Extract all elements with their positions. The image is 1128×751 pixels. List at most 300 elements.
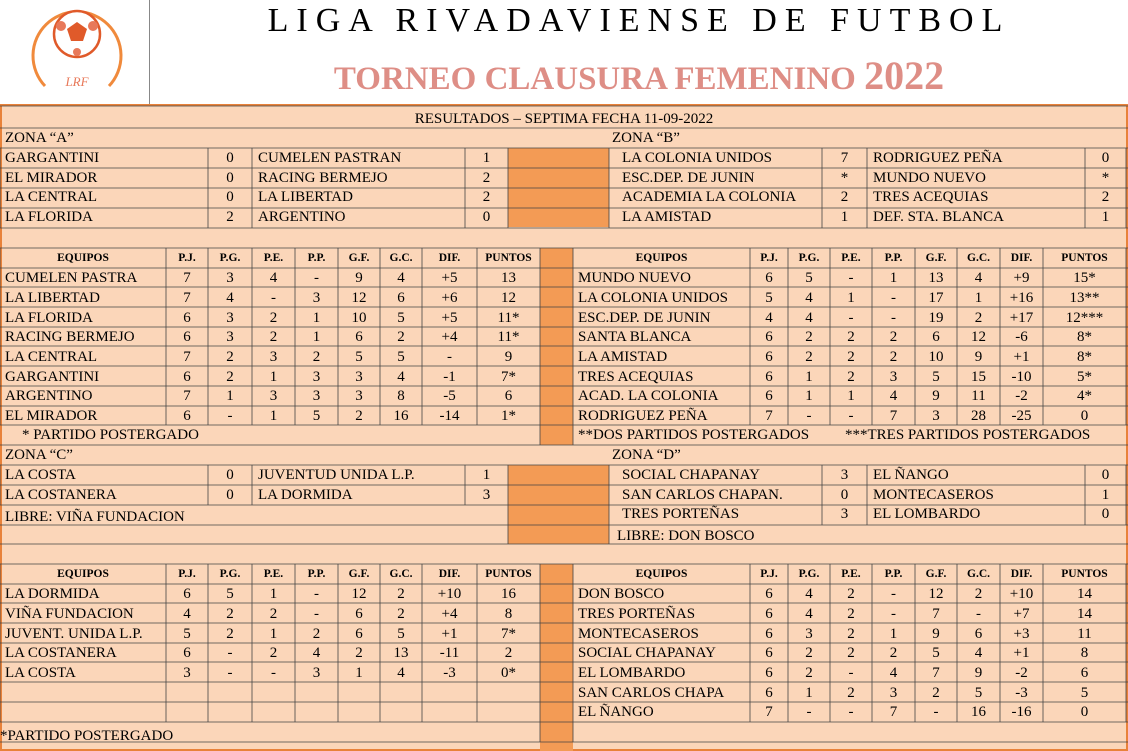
result-home-team: LA CENTRAL xyxy=(5,189,98,206)
standings-cell: 2 xyxy=(805,329,813,346)
standings-cell: 8 xyxy=(504,605,513,622)
standings-cell: +7 xyxy=(1013,605,1030,622)
standings-cell: 1 xyxy=(805,368,813,385)
standings-cell: 2 xyxy=(226,625,234,642)
separator-block-standings-bottom xyxy=(540,564,573,751)
standings-cell: 1 xyxy=(847,388,855,405)
standings-cell: -3 xyxy=(443,665,456,681)
result-home-team: LA COSTA xyxy=(5,467,76,483)
results-title: RESULTADOS – SEPTIMA FECHA 11-09-2022 xyxy=(414,111,714,127)
standings-cell: 3 xyxy=(269,388,278,405)
standings-cell: 16 xyxy=(971,704,986,721)
standings-team-name: EL LOMBARDO xyxy=(578,665,686,681)
column-header: G.C. xyxy=(967,568,990,580)
standings-team-name: TRES ACEQUIAS xyxy=(578,368,694,385)
standings-cell: 14 xyxy=(1077,586,1092,603)
standings-cell: -25 xyxy=(1011,408,1032,425)
result-away-team: LA LIBERTAD xyxy=(258,189,353,206)
standings-cell: 1 xyxy=(889,625,898,642)
standings-team-name: CUMELEN PASTRA xyxy=(5,270,138,287)
standings-cell: 2 xyxy=(397,586,405,603)
standings-team-name: MUNDO NUEVO xyxy=(578,270,691,287)
standings-cell: -1 xyxy=(443,368,456,385)
standings-cell: 3 xyxy=(805,625,813,642)
standings-cell: 6 xyxy=(765,270,773,287)
zone-d-free: LIBRE: DON BOSCO xyxy=(617,528,755,544)
column-header: EQUIPOS xyxy=(635,568,688,580)
standings-cell: 1* xyxy=(501,408,516,425)
standings-cell: +16 xyxy=(1009,289,1034,306)
league-title: LIGA RIVADAVIENSE DE FUTBOL xyxy=(267,2,1011,39)
standings-cell: 13** xyxy=(1069,289,1100,306)
standings-cell: 11* xyxy=(497,309,520,326)
standings-cell: 5 xyxy=(226,586,234,603)
standings-cell: 6 xyxy=(765,605,773,622)
result-away-goals: 2 xyxy=(482,189,491,206)
standings-cell: 2 xyxy=(932,684,940,701)
standings-cell: 6 xyxy=(765,665,773,681)
standings-cell: 6 xyxy=(355,625,363,642)
result-away-goals: 3 xyxy=(482,486,491,503)
result-away-team: MUNDO NUEVO xyxy=(873,169,986,186)
standings-cell: 7 xyxy=(765,408,773,425)
standings-team-name: DON BOSCO xyxy=(578,586,665,603)
standings-team-name: MONTECASEROS xyxy=(578,625,699,642)
standings-cell: 3 xyxy=(355,368,363,385)
standings-cell: 2 xyxy=(805,645,813,662)
result-home-team: ACADEMIA LA COLONIA xyxy=(622,189,797,206)
standings-cell: 1 xyxy=(269,368,278,385)
standings-cell: 1 xyxy=(312,309,321,326)
standings-cell: 2 xyxy=(847,605,855,622)
standings-cell: 3 xyxy=(226,309,234,326)
result-home-goals: 0 xyxy=(226,486,234,503)
standings-cell: 2 xyxy=(847,368,855,385)
standings-cell: +5 xyxy=(441,270,458,287)
standings-cell: 11* xyxy=(497,329,520,346)
result-home-goals: 7 xyxy=(840,150,849,166)
result-home-goals: 0 xyxy=(840,486,849,503)
standings-cell: -2 xyxy=(1015,665,1028,681)
standings-cell: 13 xyxy=(501,270,516,287)
standings-cell: - xyxy=(891,309,896,326)
result-away-goals: 0 xyxy=(1101,506,1110,523)
standings-cell: 6 xyxy=(932,329,940,346)
standings-cell: -11 xyxy=(439,645,460,662)
standings-cell: 7 xyxy=(183,349,191,365)
standings-cell: 1 xyxy=(269,408,278,425)
standings-team-name: LA COLONIA UNIDOS xyxy=(578,289,728,306)
standings-cell: 2 xyxy=(847,349,855,365)
standings-cell: 3 xyxy=(269,349,278,365)
column-header: DIF. xyxy=(1010,252,1033,264)
standings-cell: 3 xyxy=(932,408,940,425)
standings-cell: -2 xyxy=(1015,388,1028,405)
zone-b-note-1: **DOS PARTIDOS POSTERGADOS xyxy=(578,427,810,443)
column-header: P.P. xyxy=(884,568,903,580)
result-away-goals: 1 xyxy=(482,467,491,483)
result-away-team: RODRIGUEZ PEÑA xyxy=(873,150,1003,166)
standings-cell: 12 xyxy=(501,289,516,306)
standings-team-name: JUVENT. UNIDA L.P. xyxy=(5,625,143,642)
column-header: P.P. xyxy=(307,252,326,264)
standings-cell: 4* xyxy=(1077,388,1092,405)
standings-cell: 2 xyxy=(226,349,234,365)
standings-cell: 1 xyxy=(269,625,278,642)
standings-cell: 4 xyxy=(183,605,191,622)
standings-cell: 10 xyxy=(351,309,367,326)
standings-cell: 6 xyxy=(765,349,773,365)
standings-cell: 2 xyxy=(974,309,983,326)
standings-cell: 5 xyxy=(932,645,940,662)
standings-cell: 2 xyxy=(889,645,898,662)
standings-cell: 0* xyxy=(501,665,516,681)
result-away-goals: 1 xyxy=(482,150,491,166)
separator-block-results-bottom xyxy=(508,465,609,544)
standings-team-name: EL MIRADOR xyxy=(5,408,98,425)
standings-cell: 1 xyxy=(847,289,855,306)
result-home-team: TRES PORTEÑAS xyxy=(622,506,740,523)
standings-cell: - xyxy=(314,270,319,287)
standings-cell: 2 xyxy=(889,329,898,346)
standings-cell: 9 xyxy=(932,388,940,405)
standings-cell: 2 xyxy=(504,645,513,662)
standings-cell: +6 xyxy=(441,289,458,306)
standings-cell: 7 xyxy=(932,605,940,622)
standings-cell: - xyxy=(271,289,276,306)
standings-cell: 5 xyxy=(974,684,983,701)
result-home-team: SOCIAL CHAPANAY xyxy=(622,467,760,483)
standings-cell: 3 xyxy=(312,368,321,385)
result-home-team: ESC.DEP. DE JUNIN xyxy=(622,169,755,186)
standings-cell: 4 xyxy=(974,645,983,662)
standings-cell: - xyxy=(891,289,896,306)
standings-cell: 5 xyxy=(765,289,773,306)
standings-cell: 1 xyxy=(226,388,234,405)
standings-cell: 4 xyxy=(226,289,234,306)
column-header: G.C. xyxy=(389,568,413,580)
tournament-name: TORNEO CLAUSURA FEMENINO xyxy=(333,61,856,97)
page-header xyxy=(0,0,1128,104)
standings-cell: 28 xyxy=(971,408,986,425)
tournament-title xyxy=(150,52,1128,99)
standings-cell: 16 xyxy=(501,586,516,603)
column-header: DIF. xyxy=(438,252,461,264)
standings-cell: +3 xyxy=(1013,625,1030,642)
column-header: G.C. xyxy=(389,252,413,264)
standings-cell: 6 xyxy=(765,329,773,346)
standings-cell: 5 xyxy=(932,368,940,385)
standings-cell: - xyxy=(806,704,812,721)
standings-team-name: ACAD. LA COLONIA xyxy=(578,388,719,405)
standings-cell: 3 xyxy=(355,388,363,405)
result-away-goals: 0 xyxy=(1101,467,1110,483)
column-header: P.E. xyxy=(263,252,284,264)
standings-cell: +1 xyxy=(1013,349,1030,365)
standings-cell: 16 xyxy=(393,408,409,425)
standings-cell: 7* xyxy=(501,625,516,642)
standings-cell: 11 xyxy=(971,388,986,405)
standings-cell: 6 xyxy=(183,408,191,425)
column-header: P.E. xyxy=(841,568,861,580)
result-home-goals: 0 xyxy=(226,169,234,186)
standings-cell: 2 xyxy=(847,684,855,701)
standings-cell: 0 xyxy=(1080,408,1089,425)
standings-team-name: ARGENTINO xyxy=(5,388,93,405)
standings-team-name: EL ÑANGO xyxy=(578,704,654,721)
column-header: DIF. xyxy=(1010,568,1033,580)
column-header: G.F. xyxy=(348,568,370,580)
standings-cell: 4 xyxy=(765,309,773,326)
standings-cell: 2 xyxy=(355,408,363,425)
standings-cell: 5 xyxy=(312,408,321,425)
logo-cell xyxy=(0,0,150,104)
standings-cell: 7 xyxy=(889,408,898,425)
standings-cell: 6 xyxy=(765,586,773,603)
column-header: P.J. xyxy=(178,252,196,264)
result-away-goals: 0 xyxy=(1101,150,1110,166)
standings-cell: -6 xyxy=(1015,329,1028,346)
standings-cell: +10 xyxy=(1009,586,1034,603)
standings-cell: 2 xyxy=(269,605,278,622)
standings-cell: 13 xyxy=(928,270,944,287)
standings-cell: 7 xyxy=(889,704,898,721)
standings-cell: 4 xyxy=(805,605,813,622)
standings-cell: 8* xyxy=(1077,329,1092,346)
standings-cell: 4 xyxy=(805,586,813,603)
standings-cell: 3 xyxy=(312,289,321,306)
result-away-team: CUMELEN PASTRAN xyxy=(258,150,402,166)
result-away-team: DEF. STA. BLANCA xyxy=(873,209,1004,226)
zone-a-title: ZONA “A” xyxy=(5,130,74,146)
standings-team-name: LA COSTA xyxy=(5,665,76,681)
standings-team-name: RACING BERMEJO xyxy=(5,329,135,346)
standings-cell: 6 xyxy=(765,645,773,662)
standings-cell: 7* xyxy=(501,368,516,385)
standings-cell: 0 xyxy=(1080,704,1089,721)
standings-cell: 6 xyxy=(183,368,191,385)
standings-cell: 9 xyxy=(974,665,983,681)
standings-cell: 12 xyxy=(928,586,944,603)
standings-cell: 3 xyxy=(226,329,234,346)
result-away-team: ARGENTINO xyxy=(258,209,346,226)
result-away-goals: 2 xyxy=(482,169,491,186)
standings-cell: 2 xyxy=(397,605,405,622)
result-home-team: LA FLORIDA xyxy=(5,209,93,226)
standings-team-name: LA DORMIDA xyxy=(5,586,100,603)
standings-cell: - xyxy=(314,605,319,622)
standings-team-name: VIÑA FUNDACION xyxy=(5,605,134,622)
standings-cell: -14 xyxy=(439,408,460,425)
column-header: PUNTOS xyxy=(1061,568,1108,580)
standings-cell: 9 xyxy=(932,625,940,642)
standings-cell: 7 xyxy=(183,388,191,405)
column-header: P.P. xyxy=(884,252,903,264)
result-away-team: JUVENTUD UNIDA L.P. xyxy=(258,467,415,483)
standings-cell: 1 xyxy=(269,586,278,603)
column-header: P.G. xyxy=(798,568,820,580)
standings-cell: 2 xyxy=(397,329,405,346)
zone-c-title: ZONA “C” xyxy=(5,447,73,463)
standings-cell: 4 xyxy=(805,309,813,326)
result-away-team: RACING BERMEJO xyxy=(258,169,388,186)
standings-cell: 7 xyxy=(183,289,191,306)
separator-block-standings-top xyxy=(540,248,573,445)
column-header: P.G. xyxy=(798,252,820,264)
standings-cell: 4 xyxy=(397,368,405,385)
column-header: EQUIPOS xyxy=(57,568,109,580)
standings-team-name: TRES PORTEÑAS xyxy=(578,605,696,622)
standings-cell: 3 xyxy=(226,270,234,287)
standings-cell: 15 xyxy=(971,368,986,385)
standings-cell: - xyxy=(227,408,233,425)
standings-cell: - xyxy=(806,408,812,425)
standings-cell: -10 xyxy=(1011,368,1032,385)
standings-cell: 5 xyxy=(355,349,363,365)
standings-cell: 3 xyxy=(183,665,191,681)
result-home-goals: 3 xyxy=(840,467,849,483)
result-home-goals: 2 xyxy=(840,189,849,206)
column-header: PUNTOS xyxy=(485,568,532,580)
column-header: G.C. xyxy=(967,252,990,264)
result-away-team: LA DORMIDA xyxy=(258,486,353,503)
standings-cell: 7 xyxy=(932,665,940,681)
zone-b-title: ZONA “B” xyxy=(612,130,680,146)
result-home-team: EL MIRADOR xyxy=(5,169,98,186)
standings-cell: 5 xyxy=(397,309,405,326)
standings-cell: +5 xyxy=(441,309,458,326)
standings-cell: 3 xyxy=(889,368,898,385)
result-away-goals: 2 xyxy=(1101,189,1110,206)
standings-team-name: SAN CARLOS CHAPA xyxy=(578,684,725,701)
standings-cell: - xyxy=(314,586,319,603)
zone-c-note: *PARTIDO POSTERGADO xyxy=(0,728,174,744)
standings-cell: -16 xyxy=(1011,704,1032,721)
standings-cell: 6 xyxy=(397,289,405,306)
standings-cell: 1 xyxy=(974,289,983,306)
standings-cell: 3 xyxy=(889,684,898,701)
standings-team-name: ESC.DEP. DE JUNIN xyxy=(578,309,711,326)
standings-team-name: LA AMISTAD xyxy=(578,349,668,365)
svg-text:LRF: LRF xyxy=(65,74,89,89)
column-header: DIF. xyxy=(438,568,461,580)
result-home-team: SAN CARLOS CHAPAN. xyxy=(622,486,783,503)
standings-cell: +17 xyxy=(1009,309,1034,326)
standings-cell: 6 xyxy=(765,368,773,385)
standings-cell: +1 xyxy=(1013,645,1030,662)
standings-team-name: LA COSTANERA xyxy=(5,645,117,662)
standings-cell: 4 xyxy=(397,665,405,681)
standings-cell: 2 xyxy=(974,586,983,603)
result-away-team: EL ÑANGO xyxy=(873,467,949,483)
standings-cell: 6 xyxy=(355,605,363,622)
standings-cell: 19 xyxy=(928,309,944,326)
standings-cell: 1 xyxy=(312,329,321,346)
standings-cell: 1 xyxy=(805,684,813,701)
standings-cell: 1 xyxy=(355,665,363,681)
standings-cell: 12 xyxy=(351,289,367,306)
standings-cell: 5* xyxy=(1077,368,1092,385)
column-header: G.F. xyxy=(925,252,947,264)
standings-cell: 2 xyxy=(312,625,321,642)
standings-cell: 5 xyxy=(397,625,405,642)
standings-cell: 6 xyxy=(183,309,191,326)
standings-cell: 2 xyxy=(269,309,278,326)
standings-cell: 4 xyxy=(974,270,983,287)
standings-cell: - xyxy=(848,704,854,721)
column-header: G.F. xyxy=(925,568,947,580)
column-header: P.J. xyxy=(760,252,778,264)
standings-cell: 4 xyxy=(269,270,278,287)
result-away-goals: 1 xyxy=(1101,486,1110,503)
standings-cell: 6 xyxy=(183,586,191,603)
standings-cell: 6 xyxy=(504,388,513,405)
league-logo xyxy=(27,0,127,98)
standings-cell: +1 xyxy=(441,625,458,642)
standings-cell: 2 xyxy=(889,349,898,365)
standings-team-name: GARGANTINI xyxy=(5,368,100,385)
result-away-team: MONTECASEROS xyxy=(873,486,994,503)
zone-d-title: ZONA “D” xyxy=(612,447,681,463)
standings-cell: 8* xyxy=(1077,349,1092,365)
standings-team-name: LA FLORIDA xyxy=(5,309,93,326)
standings-cell: - xyxy=(227,645,233,662)
result-home-goals: 0 xyxy=(226,150,234,166)
zone-b-note-2: ***TRES PARTIDOS POSTERGADOS xyxy=(845,427,1091,443)
standings-cell: 7 xyxy=(183,270,191,287)
standings-cell: 9 xyxy=(355,270,363,287)
standings-team-name: SOCIAL CHAPANAY xyxy=(578,645,716,662)
standings-cell: 10 xyxy=(928,349,944,365)
standings-cell: 4 xyxy=(889,665,898,681)
standings-cell: 6 xyxy=(765,388,773,405)
column-header: P.E. xyxy=(263,568,284,580)
standings-cell: - xyxy=(891,605,896,622)
standings-cell: 7 xyxy=(765,704,773,721)
column-header: P.G. xyxy=(219,252,241,264)
result-home-goals: 2 xyxy=(226,209,234,226)
column-header: P.P. xyxy=(307,568,326,580)
result-home-team: LA COLONIA UNIDOS xyxy=(622,150,772,166)
result-away-team: EL LOMBARDO xyxy=(873,506,981,523)
standings-cell: - xyxy=(848,309,854,326)
standings-cell: 2 xyxy=(805,665,813,681)
standings-cell: - xyxy=(447,349,452,365)
result-home-goals: 0 xyxy=(226,467,234,483)
separator-block-results-top xyxy=(508,148,609,227)
column-header: PUNTOS xyxy=(1061,252,1108,264)
standings-cell: 2 xyxy=(269,329,278,346)
standings-cell: 2 xyxy=(847,625,855,642)
column-header: EQUIPOS xyxy=(635,252,688,264)
standings-cell: 2 xyxy=(312,349,321,365)
standings-cell: 5 xyxy=(397,349,405,365)
standings-cell: 5 xyxy=(805,270,813,287)
standings-cell: 6 xyxy=(1080,665,1089,681)
standings-cell: 9 xyxy=(504,349,513,365)
standings-cell: - xyxy=(848,270,854,287)
standings-cell: 8 xyxy=(1080,645,1089,662)
tournament-year: 2022 xyxy=(864,53,945,98)
standings-team-name: RODRIGUEZ PEÑA xyxy=(578,408,708,425)
zone-c-free: LIBRE: VIÑA FUNDACION xyxy=(5,509,185,525)
standings-cell: 5 xyxy=(1080,684,1089,701)
standings-cell: 6 xyxy=(183,645,191,662)
result-home-goals: 0 xyxy=(226,189,234,206)
standings-cell: 2 xyxy=(847,645,855,662)
result-home-team: LA AMISTAD xyxy=(622,209,712,226)
column-header: P.J. xyxy=(178,568,196,580)
